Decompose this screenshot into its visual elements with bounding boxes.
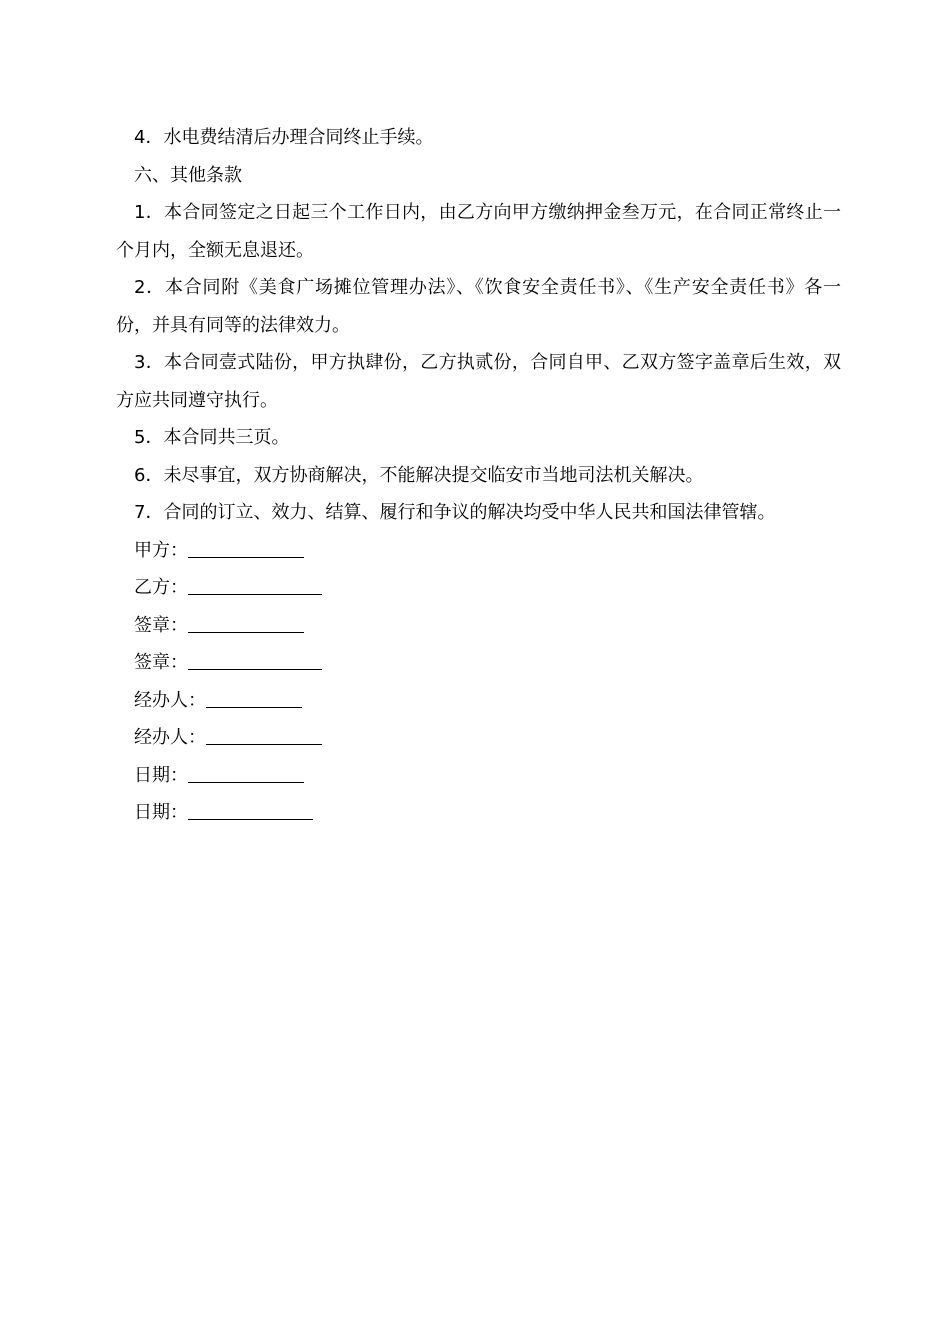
clause-2-attachments: 2．本合同附《美食广场摊位管理办法》、《饮食安全责任书》、《生产安全责任书》各一份，并具有同等的法律效力。 [116, 277, 841, 336]
clause-6-disputes: 6．未尽事宜，双方协商解决，不能解决提交临安市当地司法机关解决。 [134, 464, 704, 486]
agent-party-b [116, 719, 841, 757]
section-heading-other-terms: 六、其他条款 [134, 164, 242, 186]
document-body [116, 119, 841, 832]
clause-4-utilities: 4．水电费结清后办理合同终止手续。 [134, 127, 434, 148]
signature-label: 甲方： [134, 539, 188, 561]
clause-5-pages: 5．本合同共三页。 [134, 427, 290, 448]
signature-blank [188, 631, 304, 633]
signature-blank [188, 593, 322, 595]
signature-label: 签章： [134, 614, 188, 636]
agent-party-a [116, 682, 841, 720]
signature-label: 日期： [134, 764, 188, 786]
signature-blank [206, 706, 302, 708]
signature-blank [188, 668, 322, 670]
signature-label: 经办人： [134, 689, 206, 711]
seal-party-b [116, 644, 841, 682]
signature-party-b [116, 569, 841, 607]
seal-party-a [116, 607, 841, 645]
signature-label: 乙方： [134, 577, 188, 598]
signature-label: 经办人： [134, 727, 206, 748]
signature-label: 签章： [134, 652, 188, 673]
signature-blank [206, 743, 322, 745]
date-party-a [116, 757, 841, 795]
signature-party-a [116, 532, 841, 570]
signature-blank [188, 556, 304, 558]
clause-7-jurisdiction: 7．合同的订立、效力、结算、履行和争议的解决均受中华人民共和国法律管辖。 [134, 502, 776, 523]
signature-blank [188, 781, 304, 783]
signature-blank [188, 818, 313, 820]
date-party-b [116, 794, 841, 832]
clause-1-deposit: 1．本合同签定之日起三个工作日内，由乙方向甲方缴纳押金叁万元，在合同正常终止一个月内，全额无息退还。 [116, 202, 841, 261]
clause-3-copies: 3．本合同壹式陆份，甲方执肆份，乙方执贰份，合同自甲、乙双方签字盖章后生效，双方应共同遵守执行。 [116, 352, 841, 411]
signature-label: 日期： [134, 802, 188, 823]
